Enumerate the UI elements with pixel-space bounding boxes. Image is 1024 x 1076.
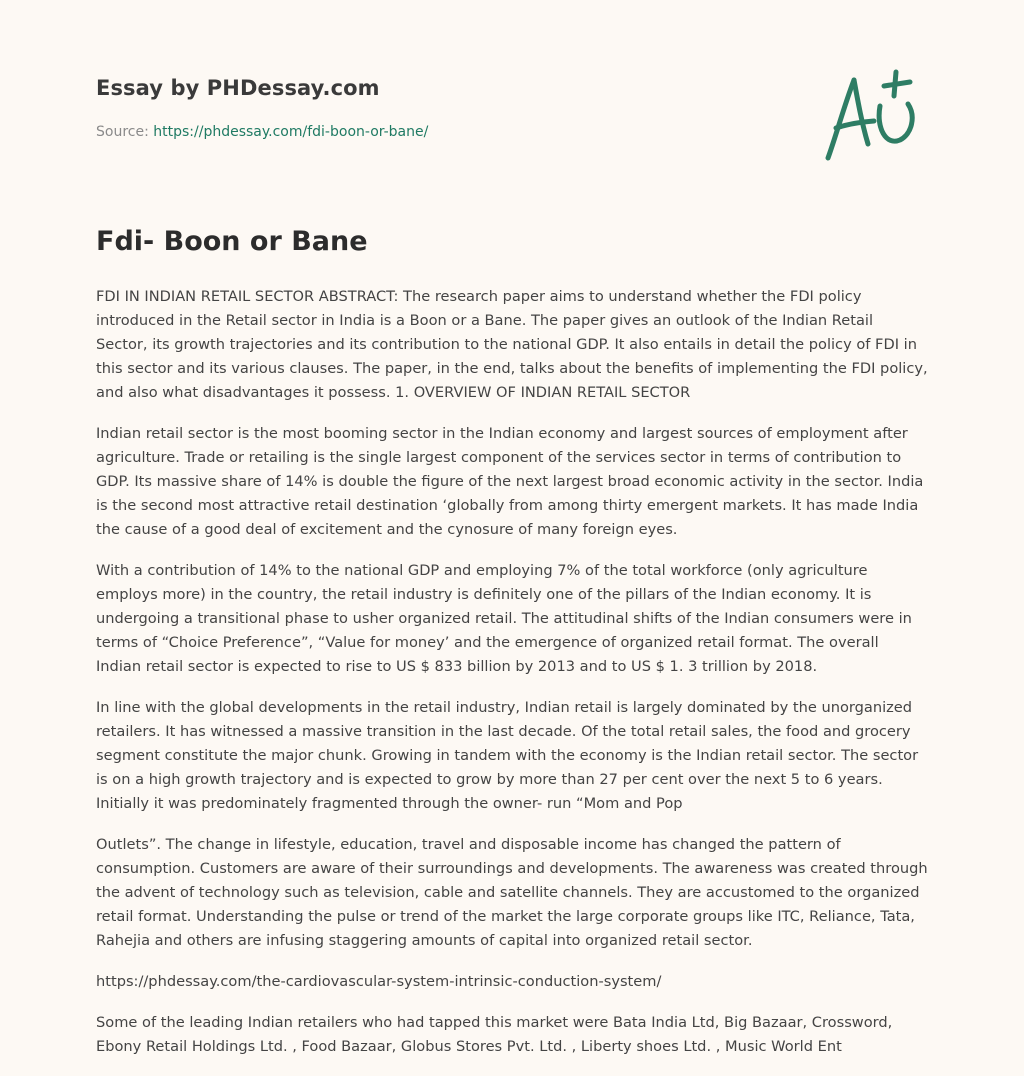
related-essay-link[interactable]: https://phdessay.com/the-cardiovascular-system-intrinsic-conduction-system/	[96, 973, 662, 990]
essay-paragraph: Some of the leading Indian retailers who had tapped this market were Bata India Ltd, Big Bazaar, Crossword, Ebony Retail Holdings Ltd. , Food Bazaar, Globus Stores Pvt. Ltd. , Liberty shoes Ltd. , Music World Ent	[96, 1014, 893, 1055]
brand-title: Essay by PHDessay.com	[96, 76, 380, 100]
essay-paragraph: Outlets”. The change in lifestyle, education, travel and disposable income has changed the pattern of consumption. Customers are aware of their surroundings and developments. The awareness was created through the advent of technology such as television, cable and satellite channels. They are accustomed to the organized retail format. Understanding the pulse or trend of the market the large corporate groups like ITC, Reliance, Tata, Rahejia and others are infusing staggering amounts of capital into organized retail sector.	[96, 836, 928, 949]
essay-paragraph: In line with the global developments in the retail industry, Indian retail is largely dominated by the unorganized retailers. It has witnessed a massive transition in the last decade. Of the total retail sales, the food and grocery segment constitute the major chunk. Growing in tandem with the economy is the Indian retail sector. The sector is on a high growth trajectory and is expected to grow by more than 27 per cent over the next 5 to 6 years. Initially it was predominately fragmented through the owner- run “Mom and Pop	[96, 699, 919, 812]
essay-paragraph: Indian retail sector is the most booming sector in the Indian economy and largest sources of employment after agriculture. Trade or retailing is the single largest component of the services sector in terms of contribution to GDP. Its massive share of 14% is double the figure of the next largest broad economic activity in the sector. India is the second most attractive retail destination ‘globally from among thirty emergent markets. It has made India the cause of a good deal of excitement and the cynosure of many foreign eyes.	[96, 425, 924, 538]
essay-paragraph: FDI IN INDIAN RETAIL SECTOR ABSTRACT: The research paper aims to understand whether the FDI policy introduced in the Retail sector in India is a Boon or a Bane. The paper gives an outlook of the Indian Retail Sector, its growth trajectories and its contribution to the national GDP. It also entails in detail the policy of FDI in this sector and its various clauses. The paper, in the end, talks about the benefits of implementing the FDI policy, and also what disadvantages it possess. 1. OVERVIEW OF INDIAN RETAIL SECTOR	[96, 288, 928, 401]
essay-title: Fdi- Boon or Bane	[96, 226, 368, 257]
essay-paragraph: With a contribution of 14% to the national GDP and employing 7% of the total workforce (only agriculture employs more) in the country, the retail industry is definitely one of the pillars of the Indian economy. It is undergoing a transitional phase to usher organized retail. The attitudinal shifts of the Indian consumers were in terms of “Choice Preference”, “Value for money’ and the emergence of organized retail format. The overall Indian retail sector is expected to rise to US $ 833 billion by 2013 and to US $ 1. 3 trillion by 2018.	[96, 562, 912, 675]
source-line	[96, 124, 428, 140]
source-label: Source:	[96, 124, 154, 140]
essay-page	[96, 0, 928, 1055]
essay-body	[96, 285, 928, 1076]
a-plus-logo-icon	[820, 66, 924, 166]
source-link[interactable]: https://phdessay.com/fdi-boon-or-bane/	[153, 124, 429, 140]
page-header	[96, 0, 928, 200]
